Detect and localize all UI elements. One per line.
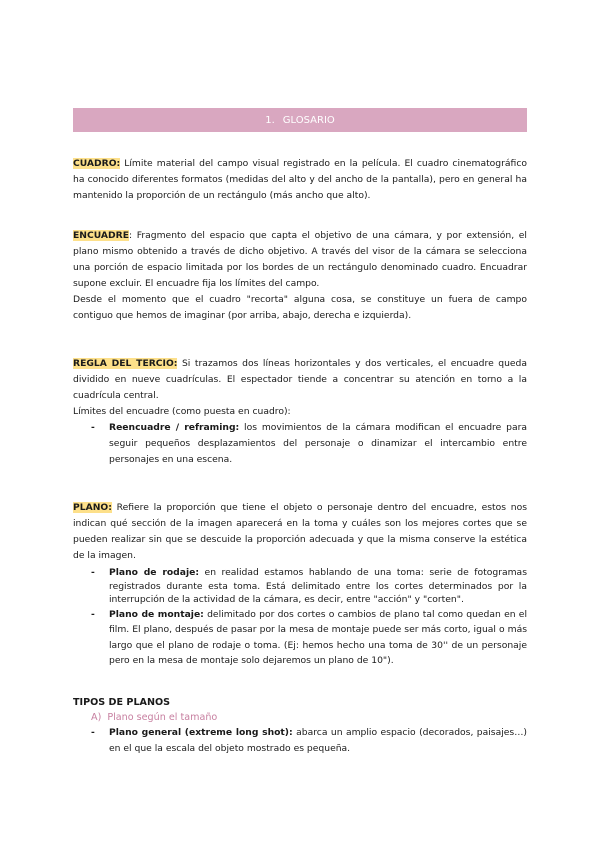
list-item: - Reencuadre / reframing: los movimientos de la cámara modifican el encuadre para seguir pequeños desplazamientos del personaje o dinamizar el intercambio entre personajes en una escena.	[91, 422, 527, 465]
plano-text: Refiere la proporción que tiene el objeto o personaje dentro del encuadre, estos nos indican qué sección de la imagen aparecerá en la toma y cuáles son los mejores cortes que se pueden realizar sin que se descuide la proporción adecuada y que la misma conserve la estética de la imagen.	[73, 502, 527, 561]
plano-general-text: abarca un amplio espacio (decorados, paisajes…) en el que la escala del objeto mostrado es pequeña.	[109, 727, 527, 754]
encuadre-definition	[73, 228, 527, 324]
subsection-heading	[73, 710, 527, 725]
reencuadre-term: Reencuadre / reframing:	[109, 422, 240, 433]
subsection-title: Plano según el tamaño	[107, 712, 218, 723]
plano-montaje-term: Plano de montaje:	[109, 608, 204, 620]
section-heading-banner	[73, 108, 527, 132]
reencuadre-text: los movimientos de la cámara modifican el encuadre para seguir pequeños desplazamientos del personaje o dinamizar el intercambio entre personajes en una escena.	[109, 422, 527, 465]
heading-title: GLOSARIO	[282, 114, 335, 126]
plano-rodaje-text: en realidad estamos hablando de una toma: serie de fotogramas registrados durante esta toma. Está delimitado entre los cortes determinados por la interrupción de la actividad de la cámara, es decir, entre "acción" y "corten".	[109, 567, 527, 605]
regla-tercio-definition	[73, 356, 527, 468]
tipos-title: TIPOS DE PLANOS	[73, 697, 171, 708]
regla-limits: Límites del encuadre (como puesta en cuadro):	[73, 406, 291, 417]
plano-rodaje-term: Plano de rodaje:	[109, 567, 200, 578]
list-item: - Plano de rodaje: en realidad estamos hablando de una toma: serie de fotogramas registrados durante esta toma. Está delimitado entre los cortes determinados por la interrupción de la actividad de la cámara, es decir, entre "acción" y "corten".	[91, 567, 527, 605]
tipos-list	[73, 725, 527, 757]
tipos-de-planos	[73, 695, 527, 757]
heading-number: 1.	[265, 114, 275, 126]
encuadre-term: ENCUADRE	[73, 230, 129, 241]
list-item: - Plano de montaje: delimitado por dos cortes o cambios de plano tal como quedan en el film. El plano, después de pasar por la mesa de montaje puede ser más corto, igual o más largo que el plano de rodaje o toma. (Ej: hemos hecho una toma de 30'' de un personaje pero en la mesa de montaje solo dejaremos un plano de 10").	[91, 608, 527, 666]
subsection-letter: A)	[91, 712, 102, 723]
plano-list	[73, 566, 527, 669]
cuadro-definition	[73, 156, 527, 204]
list-item: - Plano general (extreme long shot): abarca un amplio espacio (decorados, paisajes…) en el que la escala del objeto mostrado es pequeña.	[91, 727, 527, 754]
regla-text: Si trazamos dos líneas horizontales y dos verticales, el encuadre queda dividido en nueve cuadrículas. El espectador tiende a concentrar su atención en torno a la cuadrícula central.	[73, 358, 528, 401]
plano-term: PLANO:	[73, 502, 112, 513]
encuadre-text-2: Desde el momento que el cuadro "recorta" alguna cosa, se constituye un fuera de campo contiguo que hemos de imaginar (por arriba, abajo, derecha e izquierda).	[73, 294, 527, 321]
plano-definition	[73, 500, 527, 669]
plano-general-term: Plano general (extreme long shot):	[109, 727, 293, 738]
cuadro-term: CUADRO:	[73, 158, 121, 169]
regla-list	[73, 420, 527, 468]
cuadro-text: Límite material del campo visual registrado en la película. El cuadro cinematográfico ha conocido diferentes formatos (medidas del alto y del ancho de la pantalla), pero en general ha mantenido la proporción de un rectángulo (más ancho que alto).	[73, 158, 527, 201]
plano-montaje-text: delimitado por dos cortes o cambios de plano tal como quedan en el film. El plano, después de pasar por la mesa de montaje puede ser más corto, igual o más largo que el plano de rodaje o toma. (Ej: hemos hecho una toma de 30'' de un personaje pero en la mesa de montaje solo dejaremos un plano de 10").	[109, 608, 527, 666]
encuadre-text: : Fragmento del espacio que capta el objetivo de una cámara, y por extensión, el plano mismo obtenido a través de dicho objetivo. A través del visor de la cámara se selecciona una porción de espacio limitada por los bordes de un rectángulo denominado cuadro. Encuadrar supone excluir. El encuadre fija los límites del campo.	[73, 230, 527, 289]
regla-term: REGLA DEL TERCIO:	[73, 358, 178, 369]
